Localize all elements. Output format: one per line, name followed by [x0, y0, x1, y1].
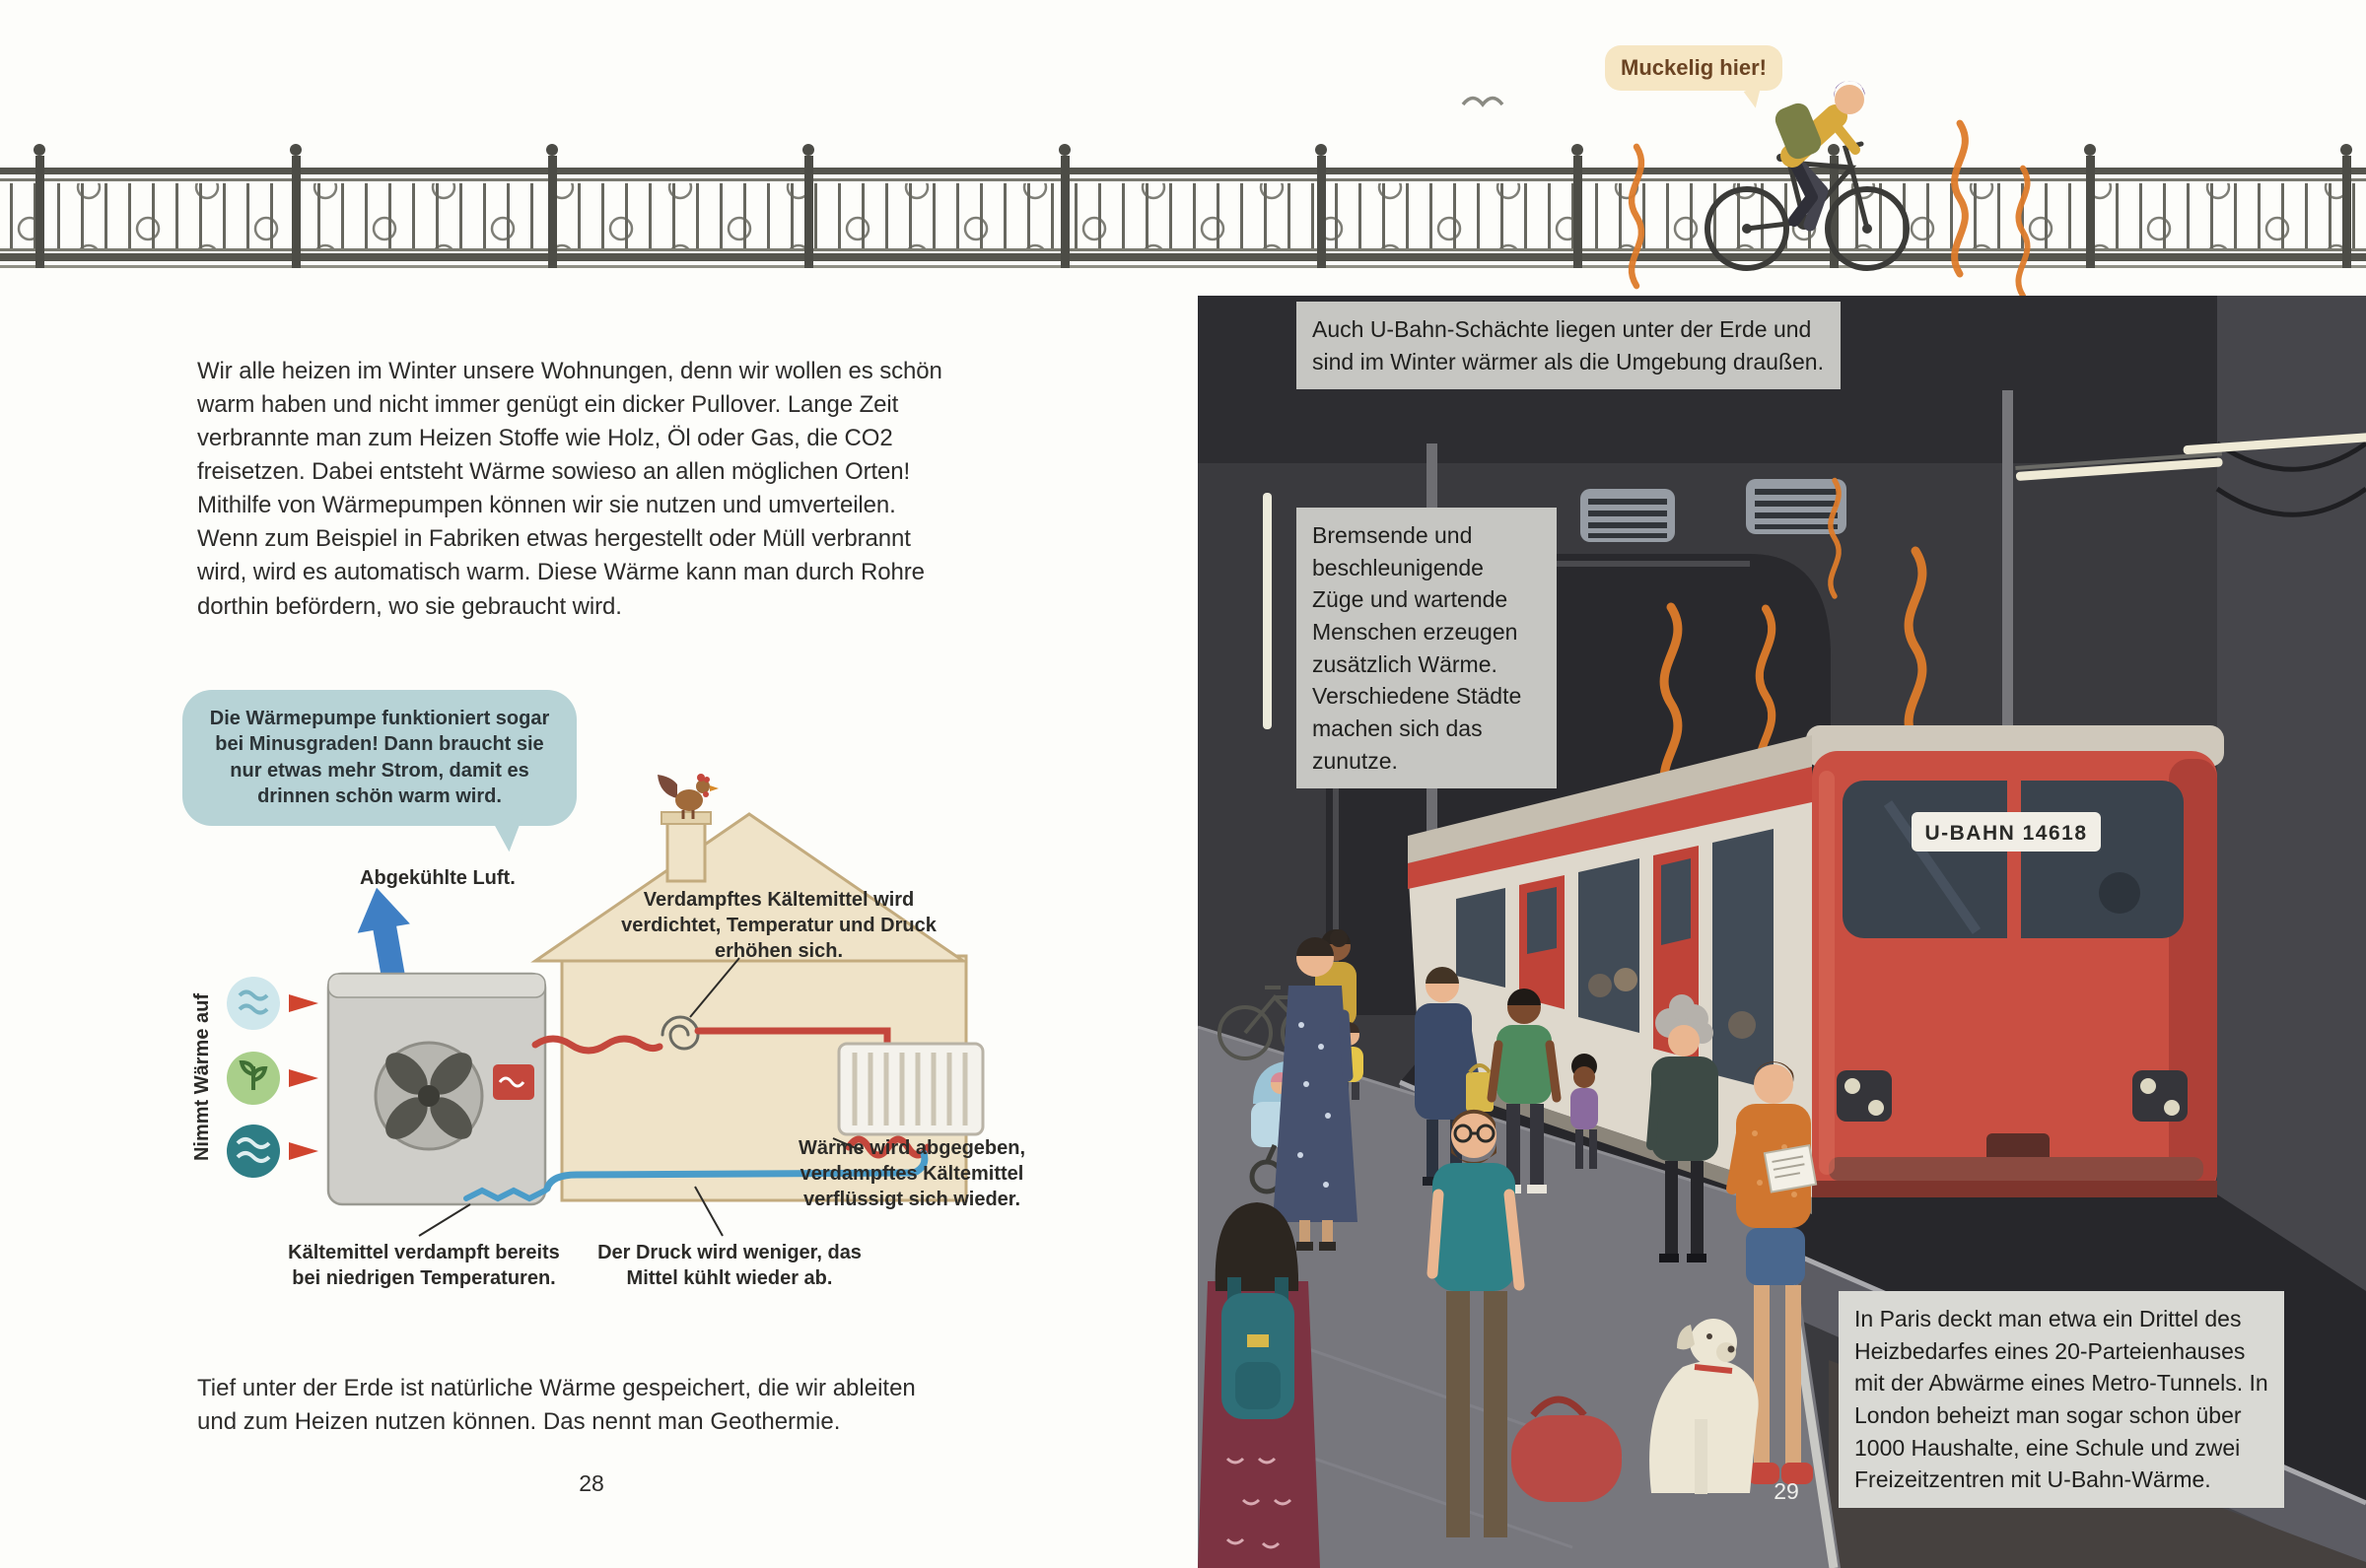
label-evaporate: Kältemittel verdampft bereits bei niedrigen Temperaturen. — [288, 1242, 560, 1289]
intro-paragraph: Wir alle heizen im Winter unsere Wohnungen, denn wir wollen es schön warm haben und nicht immer genügt ein dicker Pullover. Lange Zeit verbrannte man zum Heizen Stoffe wie Holz, Öl oder Gas, die CO2 freisetzen. Dabei entsteht Wärme sowieso an allen möglichen Orten! Mithilfe von Wärmepumpen können wir sie nutzen und umverteilen. Wenn zum Beispiel in Fabriken etwas hergestellt oder Müll verbrannt wird, wird es automatisch warm. Diese Wärme kann man durch Rohre dorthin befördern, wo sie gebraucht wird. — [197, 358, 942, 620]
heat-pump-diagram — [182, 749, 1070, 1340]
platform-pole — [2002, 390, 2013, 765]
heat-pump-speech-bubble — [182, 690, 577, 826]
cyclist-speech-text: Muckelig hier! — [1621, 55, 1767, 80]
label-compress: Verdampftes Kältemittel wird verdichtet, Temperatur und Druck erhöhen sich. — [621, 889, 937, 962]
wall-light — [1263, 493, 1272, 729]
water-icon — [227, 1125, 280, 1178]
ceiling-vent — [1580, 489, 1675, 542]
caption-bottom: In Paris deckt man etwa ein Drittel des Heizbedarfes eines 20-Parteienhauses mit der Abwärme eines Metro-Tunnels. In London beheizt man sogar schon über 1000 Haushalte, eine Schule und zwei Freizeitzentren mit U-Bahn-Wärme. — [1839, 1291, 2284, 1508]
heat-pump-speech-text: Die Wärmepumpe funktioniert sogar bei Minusgraden! Dann braucht sie nur etwas mehr Strom, damit es drinnen schön warm wird. — [209, 708, 550, 808]
destination-sign-text: U-BAHN 14618 — [1924, 822, 2088, 845]
caption-top: Auch U-Bahn-Schächte liegen unter der Erde und sind im Winter wärmer als die Umgebung draußen. — [1296, 302, 1841, 389]
bird-icon — [1463, 99, 1502, 105]
book-icon — [1765, 1145, 1816, 1192]
air-icon — [227, 977, 280, 1030]
label-release: Wärme wird abgegeben, verdampftes Kältemittel verflüssigt sich wieder. — [798, 1137, 1026, 1210]
radiator-icon — [839, 1044, 983, 1134]
outro-paragraph: Tief unter der Erde ist natürliche Wärme gespeichert, die wir ableiten und zum Heizen nutzen können. Das nennt man Geothermie. — [197, 1375, 916, 1436]
bridge-illustration — [0, 0, 2366, 296]
caption-side: Bremsende und beschleunigende Züge und wartende Menschen erzeugen zusätzlich Wärme. Verschiedene Städte machen sich das zunutze. — [1296, 508, 1557, 788]
bridge-railing — [0, 144, 2366, 268]
page-number-right: 29 — [1774, 1478, 1799, 1504]
cooled-air-arrow — [350, 883, 419, 985]
red-duffel-bag — [1511, 1415, 1622, 1502]
compressor-unit-icon — [493, 1064, 534, 1100]
label-pressure: Der Druck wird weniger, das Mittel kühlt wieder ab. — [597, 1242, 862, 1289]
page-number-left: 28 — [579, 1470, 604, 1496]
subway-scene — [1198, 296, 2366, 1568]
heat-pump-unit — [328, 974, 545, 1204]
heat-source-icons — [227, 977, 318, 1178]
cyclist-speech-bubble — [1605, 45, 1782, 91]
label-cooled-air: Abgekühlte Luft. — [360, 867, 516, 889]
driver-silhouette — [2099, 872, 2140, 914]
label-absorbs-heat: Nimmt Wärme auf — [191, 992, 213, 1162]
